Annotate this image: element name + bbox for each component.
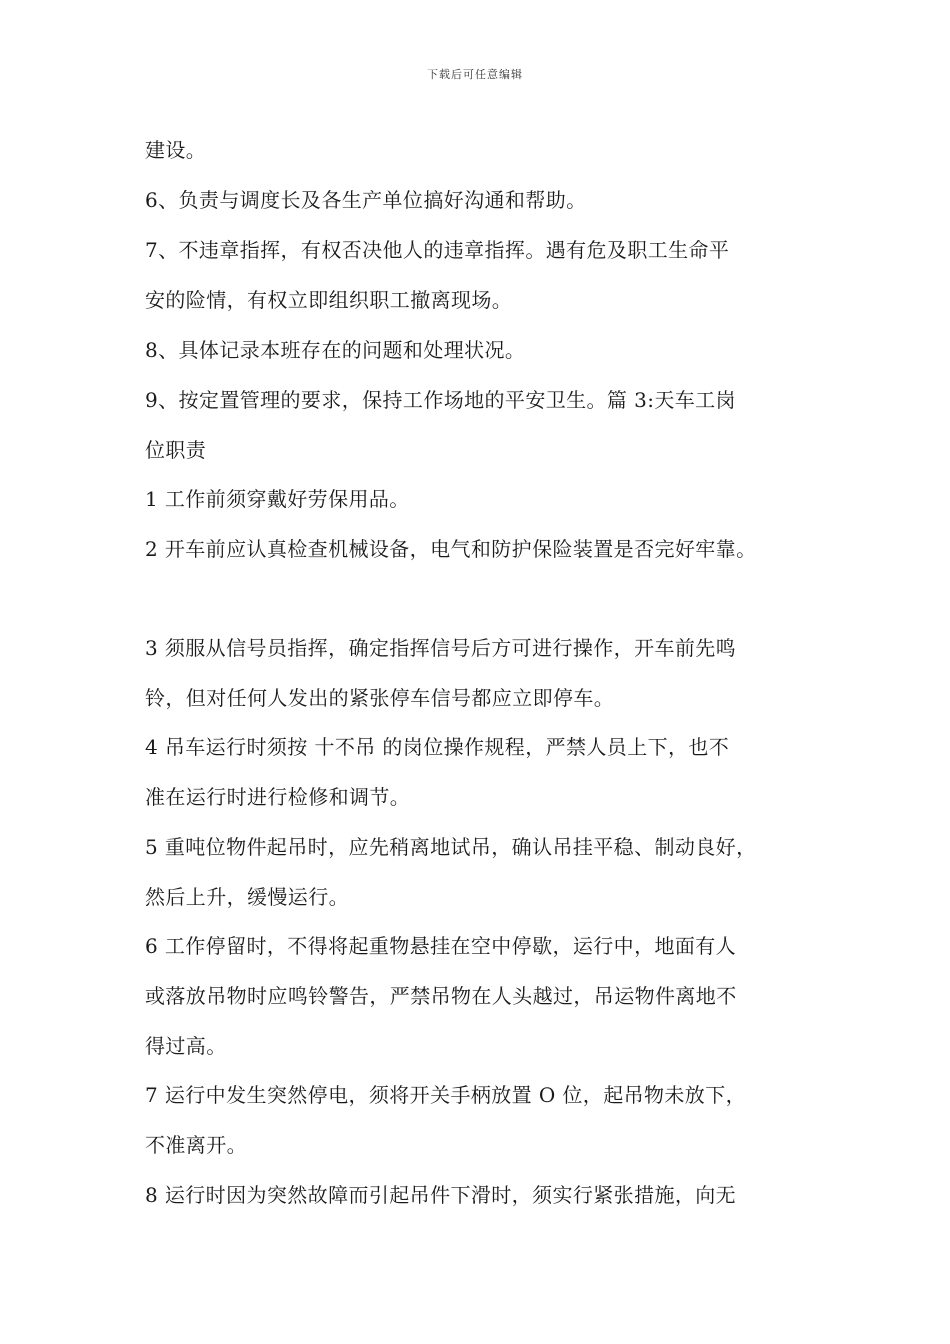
body-line: 准在运行时进行检修和调节。 [145,785,411,809]
body-line: 7、不违章指挥，有权否决他人的违章指挥。遇有危及职工生命平 [145,238,730,262]
body-line: 得过高。 [145,1034,227,1058]
body-line: 或落放吊物时应鸣铃警告，严禁吊物在人头越过，吊运物件离地不 [145,984,737,1008]
page-header: 下载后可任意编辑 [427,68,523,81]
body-line: 3 须服从信号员指挥，确定指挥信号后方可进行操作，开车前先鸣 [145,636,737,660]
body-line: 4 吊车运行时须按 十不吊 的岗位操作规程，严禁人员上下，也不 [145,735,730,759]
body-line: 6、负责与调度长及各生产单位搞好沟通和帮助。 [145,188,587,212]
body-line: 9、按定置管理的要求，保持工作场地的平安卫生。篇 3:天车工岗 [145,388,736,412]
body-line: 位职责 [145,438,207,462]
body-line: 5 重吨位物件起吊时，应先稍离地试吊，确认吊挂平稳、制动良好， [145,835,757,859]
body-line: 2 开车前应认真检查机械设备，电气和防护保险装置是否完好牢靠。 [145,537,757,561]
body-line: 建设。 [145,138,207,162]
body-line: 8 运行时因为突然故障而引起吊件下滑时，须实行紧张措施，向无 [145,1183,737,1207]
body-line: 铃，但对任何人发出的紧张停车信号都应立即停车。 [145,686,615,710]
body-line: 6 工作停留时，不得将起重物悬挂在空中停歇，运行中，地面有人 [145,934,737,958]
body-line: 8、具体记录本班存在的问题和处理状况。 [145,338,526,362]
body-line: 1 工作前须穿戴好劳保用品。 [145,487,410,511]
body-line: 安的险情，有权立即组织职工撤离现场。 [145,288,513,312]
body-line: 然后上升，缓慢运行。 [145,885,349,909]
body-line: 7 运行中发生突然停电，须将开关手柄放置 O 位，起吊物未放下， [145,1083,746,1107]
body-line: 不准离开。 [145,1133,247,1157]
